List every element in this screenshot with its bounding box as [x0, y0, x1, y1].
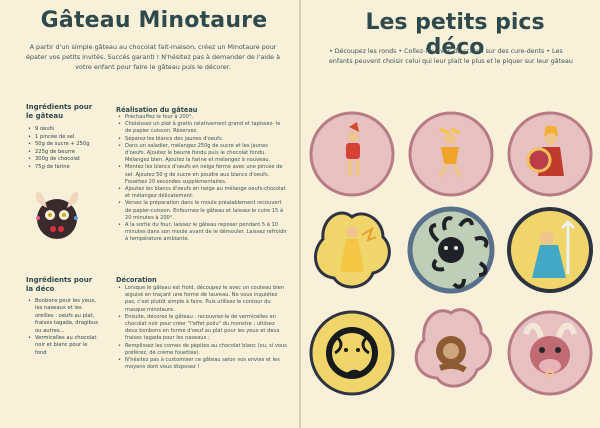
recipe-step: • Versez la préparation dans le moule préalablement recouvert de papier-cuisson. Enfournez le gâteau et laissez-le cuire 15 à 20 minutes à 200°. [118, 200, 288, 222]
ingredient-item: • 50g de sucre + 250g [28, 141, 104, 149]
cake-picks-grid [301, 0, 600, 428]
right-page [301, 0, 600, 428]
decoration-step: • Lorsque le gâteau est froid, découpez le avec un couteau bien aiguisé en traçant une forme de taureau. Ne vous inquiétez pas, c'est plutôt simple à faire. Puis utilisez le contour du masque minotaure. [118, 285, 288, 314]
ingredient-item: • 300g de chocolat [28, 156, 104, 164]
pick-circle-5 [410, 209, 492, 291]
recipe-step: • A la sortie du four, laissez le gâteau reposer pendant 5 à 10 minutes dans son moule avant de le démouler. Laissez refroidir à température ambiante. [118, 222, 288, 244]
decoration-heading: Décoration [116, 276, 157, 284]
decoration-step: • Remplissez les cornes de pépites au chocolat blanc (ou, si vous préférez, de crème fouettée). [118, 343, 288, 357]
ingredient-item: • 75g de farine [28, 164, 104, 172]
pick-circle-9 [509, 312, 591, 394]
pick-circle-6 [509, 209, 591, 291]
minotaur-cake-photo [30, 186, 84, 242]
ingredient-item: • 1 pincée de sel [28, 134, 104, 142]
pick-circle-7 [311, 312, 393, 394]
left-page [0, 0, 299, 428]
picks-title: Les petits pics déco [365, 10, 545, 60]
decoration-steps [118, 285, 288, 371]
decoration-step: • N'hésitez pas à customiser ce gâteau selon vos envies et les moyens dont vous disposez ! [118, 357, 288, 371]
recipe-step: • Ajoutez les blancs d'oeufs en neige au mélange oeufs-chocolat et mélangez délicatement. [118, 186, 288, 200]
picks-instructions: • Découpez les ronds • Collez-les avec du scotch sur des cure-dents • Les enfants peuvent choisir celui qui leur plait le plus et le piquer sur leur gâteau [329, 48, 573, 65]
deco-ingredients-list [28, 298, 100, 357]
realisation-heading: Réalisation du gâteau [116, 106, 198, 114]
decoration-step: • Ensuite, décorez le gâteau : recouvrez-le de vermicelles en chocolat noir pour créer "l'effet poilu" du monstre ; utilisez deux bonbons en forme d'oeuf au plat pour les yeux et deux fraises tagada pour les naseaux ; [118, 314, 288, 343]
ingredients-heading: Ingrédients pour le gâteau [26, 103, 93, 120]
pick-circle-2 [410, 113, 492, 195]
recipe-step: • Choisissez un plat à gratin relativement grand et tapissez- le de papier cuisson. Réservez. [118, 121, 288, 135]
ingredient-item: • 9 oeufs [28, 126, 104, 134]
ingredients-list [28, 126, 104, 172]
recipe-step: • Séparez les blancs des jaunes d'oeufs. [118, 136, 288, 143]
recipe-step: • Montez les blancs d'oeufs en neige ferme avec une pincée de sel. Ajoutez 50 g de sucre en poudre aux blancs d'oeufs. Fouettez 20 secondes supplémentaires. [118, 164, 288, 186]
deco-ingredient-item: • Bonbons pour les yeux, les naseaux et les oreilles : oeufs au plat, fraises tagada, dragibus ou autres... [28, 298, 100, 335]
ingredient-item: • 225g de beurre [28, 149, 104, 157]
recipe-title: Gâteau Minotaure [40, 8, 268, 33]
recipe-intro: A partir d'un simple gâteau au chocolat fait-maison, créez un Minotaure pour épater vos petits invités. Succès garanti ! N'hésitez pas à demander de l'aide à votre enfant pour faire le gâteau puis le décorer. [25, 43, 281, 71]
deco-ingredient-item: • Vermicelles au chocolat noir et blanc pour le fond [28, 335, 100, 357]
recipe-step: • Préchauffez le four à 200°. [118, 114, 288, 121]
pick-circle-8 [416, 310, 490, 386]
pick-circle-4 [315, 213, 389, 287]
recipe-step: • Dans un saladier, mélangez 250g de sucre et les jaunes d'oeufs. Ajoutez le beurre fondu puis le chocolat fondu. Mélangez bien. Ajoutez la farine et mélangez à nouveau. [118, 143, 288, 165]
lion-icon [436, 336, 466, 370]
pick-circle-3 [509, 113, 591, 195]
deco-ingredients-heading: Ingrédients pour la déco [26, 276, 93, 293]
pick-circle-1 [311, 113, 393, 195]
recipe-steps [118, 114, 288, 244]
